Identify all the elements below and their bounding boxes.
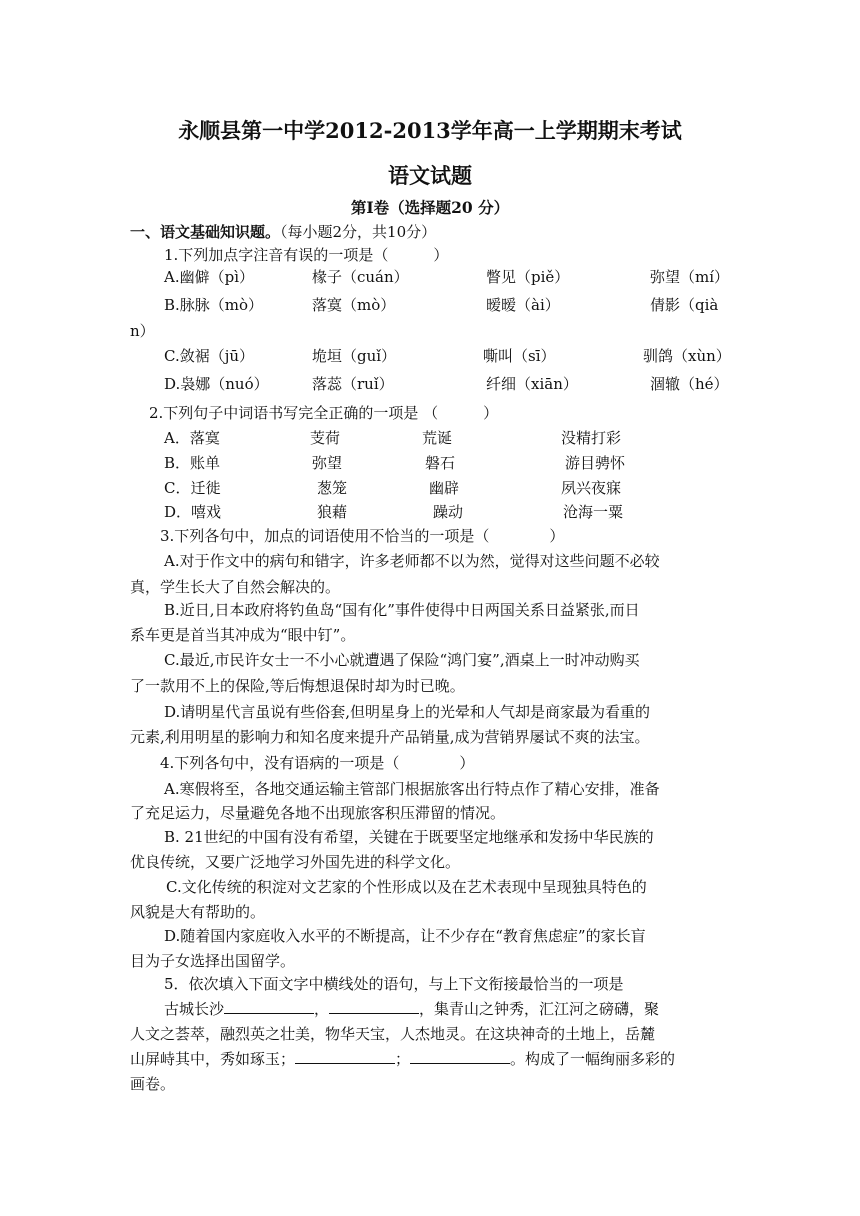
q3-b-line1: B.近日,日本政府将钓鱼岛“国有化”事件使得中日两国关系日益紧张,而日 (164, 601, 640, 619)
q1-d-1: D.袅娜（nuó） (164, 375, 269, 393)
q2-d-3: 躁动 (433, 503, 464, 521)
section-note: （每小题2分，共10分） (280, 223, 437, 241)
q5-passage-line4: 画卷。 (130, 1075, 176, 1093)
q1-a-2: 椽子（cuán） (312, 268, 409, 286)
q4-d-line1: D.随着国内家庭收入水平的不断提高，让不少存在“教育焦虑症”的家长盲 (164, 927, 646, 945)
q3-c-line1: C.最近,市民许女士一不小心就遭遇了保险“鸿门宴”,酒桌上一时冲动购买 (164, 651, 640, 669)
q2-c-4: 夙兴夜寐 (561, 479, 622, 497)
q1-b-wrap: n） (130, 322, 155, 340)
q2-b-1: B．账单 (164, 454, 221, 472)
q1-d-2: 落蕊（ruǐ） (312, 375, 394, 393)
q5-text: 古城长沙 (164, 1000, 225, 1018)
q5-blank-3 (295, 1049, 395, 1064)
q5-text: ，集青山之钟秀，汇江河之磅礴，聚 (419, 1000, 660, 1018)
q1-c-2: 垝垣（guǐ） (312, 347, 397, 365)
q2-c-3: 幽辟 (429, 479, 460, 497)
q2-d-1: D．嘻戏 (164, 503, 222, 521)
q3-c-line2: 了一款用不上的保险,等后悔想退保时却为时已晚。 (130, 677, 465, 695)
q2-a-4: 没精打彩 (561, 429, 622, 447)
q1-a-3: 瞥见（piě） (486, 268, 570, 286)
q3-d-line2: 元素,利用明星的影响力和知名度来提升产品销量,成为营销界屡试不爽的法宝。 (130, 728, 650, 746)
subject-title: 语文试题 (388, 163, 472, 188)
q5-blank-2 (329, 999, 419, 1014)
q1-c-4: 驯鸽（xùn） (643, 347, 731, 365)
q4-a-line2: 了充足运力，尽量避免各地不出现旅客积压滞留的情况。 (130, 804, 506, 822)
q1-c-1: C.敛裾（jū） (164, 347, 255, 365)
q5-stem: 5．依次填入下面文字中横线处的语句，与上下文衔接最恰当的一项是 (164, 975, 624, 993)
q2-c-2: 葱笼 (317, 479, 348, 497)
q5-text: 山屏峙其中，秀如琢玉； (130, 1050, 296, 1068)
q2-stem: 2.下列句子中词语书写完全正确的一项是 （ ） (149, 404, 499, 422)
q1-b-2: 落寞（mò） (312, 296, 396, 314)
volume-heading: 第Ⅰ卷（选择题20 分） (350, 198, 510, 217)
q4-c-line2: 风貌是大有帮助的。 (130, 903, 266, 921)
q1-b-4: 倩影（qià (650, 296, 719, 314)
q2-d-4: 沧海一粟 (563, 503, 624, 521)
q2-a-2: 芰荷 (310, 429, 341, 447)
q1-b-1: B.脉脉（mò） (164, 296, 264, 314)
q2-b-4: 游目骋怀 (565, 454, 626, 472)
q3-b-line2: 系车更是首当其冲成为“眼中钉”。 (130, 626, 356, 644)
q5-text: ， (314, 1000, 330, 1018)
q5-passage-line1 (164, 999, 659, 1019)
q2-a-3: 荒诞 (422, 429, 453, 447)
q3-a-line2: 真，学生长大了自然会解决的。 (130, 578, 341, 596)
q2-d-2: 狼藉 (317, 503, 348, 521)
exam-title: 永顺县第一中学2012-2013学年高一上学期期末考试 (178, 118, 682, 143)
q5-blank-4 (410, 1049, 510, 1064)
q5-blank-1 (224, 999, 314, 1014)
q5-text: 。构成了一幅绚丽多彩的 (510, 1050, 676, 1068)
q2-c-1: C．迁徙 (164, 479, 221, 497)
q4-stem: 4.下列各句中，没有语病的一项是（ ） (160, 754, 475, 772)
q4-a-line1: A.寒假将至，各地交通运输主管部门根据旅客出行特点作了精心安排，准备 (164, 780, 660, 798)
q1-a-4: 弥望（mí） (650, 268, 730, 286)
q1-c-3: 嘶叫（sī） (483, 347, 556, 365)
q4-d-line2: 目为子女选择出国留学。 (130, 952, 296, 970)
q1-a-1: A.幽僻（pì） (164, 268, 255, 286)
q4-b-line1: B. 21世纪的中国有没有希望，关键在于既要坚定地继承和发扬中华民族的 (164, 828, 654, 846)
q3-d-line1: D.请明星代言虽说有些俗套,但明星身上的光晕和人气却是商家最为看重的 (164, 703, 651, 721)
q2-b-3: 磐石 (425, 454, 456, 472)
q3-stem: 3.下列各句中，加点的词语使用不恰当的一项是（ ） (160, 527, 565, 545)
q1-b-3: 暧暧（ài） (486, 296, 560, 314)
section-title: 一、语文基础知识题。 (130, 223, 281, 241)
q4-b-line2: 优良传统，又要广泛地学习外国先进的科学文化。 (130, 853, 461, 871)
q3-a-line1: A.对于作文中的病句和错字，许多老师都不以为然，觉得对这些问题不必较 (164, 552, 660, 570)
section-heading (130, 222, 436, 242)
q4-c-line1: C.文化传统的积淀对文艺家的个性形成以及在艺术表现中呈现独具特色的 (166, 878, 647, 896)
q2-a-1: A．落寞 (164, 429, 220, 447)
q1-d-4: 涸辙（hé） (650, 375, 729, 393)
q5-passage-line2: 人文之荟萃，融烈英之壮美，物华天宝，人杰地灵。在这块神奇的土地上，岳麓 (130, 1025, 656, 1043)
q5-passage-line3 (130, 1049, 675, 1069)
q1-d-3: 纤细（xiān） (486, 375, 578, 393)
q2-b-2: 弥望 (312, 454, 343, 472)
q1-stem: 1.下列加点字注音有误的一项是（ ） (164, 246, 449, 264)
q5-text: ； (395, 1050, 411, 1068)
